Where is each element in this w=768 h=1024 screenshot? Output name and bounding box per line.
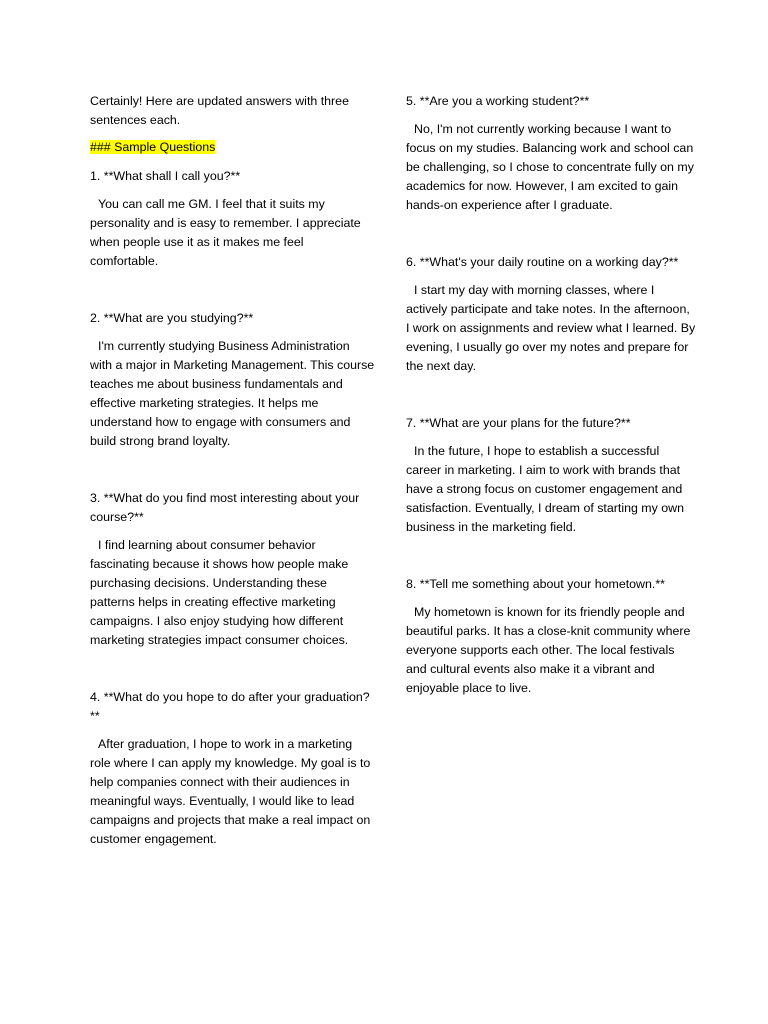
question-text: 2. **What are you studying?** <box>90 311 254 325</box>
question-text: 3. **What do you find most interesting about your course?** <box>90 491 360 524</box>
section-heading: ### Sample Questions <box>90 140 216 154</box>
question-text: 7. **What are your plans for the future?** <box>406 416 631 430</box>
section-heading-wrap <box>90 138 375 157</box>
qa-item-4 <box>90 688 375 849</box>
answer-text: My hometown is known for its friendly people and beautiful parks. It has a close-knit community where everyone supports each other. The local festivals and cultural events also make it a vibrant and enjoyable place to live. <box>406 605 691 695</box>
qa-item-1 <box>90 167 375 271</box>
answer-text: I start my day with morning classes, where I actively participate and take notes. In the afternoon, I work on assignments and review what I learned. By evening, I usually go over my notes and prepare for the next day. <box>406 283 696 373</box>
answer-text: You can call me GM. I feel that it suits my personality and is easy to remember. I appreciate when people use it as it makes me feel comfortable. <box>90 197 361 268</box>
answer-text: After graduation, I hope to work in a marketing role where I can apply my knowledge. My goal is to help companies connect with their audiences in meaningful ways. Eventually, I would like to lead campaigns and projects that make a real impact on customer engagement. <box>90 737 371 846</box>
qa-item-2 <box>90 309 375 451</box>
answer-text: No, I'm not currently working because I want to focus on my studies. Balancing work and school can be challenging, so I chose to concentrate fully on my academics for now. However, I am excited to gain hands-on experience after I graduate. <box>406 122 694 212</box>
qa-item-3 <box>90 489 375 650</box>
qa-item-7 <box>406 414 696 537</box>
spacer <box>90 650 375 688</box>
question-text: 6. **What's your daily routine on a working day?** <box>406 255 679 269</box>
answer-text: I find learning about consumer behavior fascinating because it shows how people make purchasing decisions. Understanding these patterns helps in creating effective marketing campaigns. I also enjoy studying how different marketing strategies impact consumer choices. <box>90 538 349 647</box>
spacer <box>90 271 375 309</box>
question-text: 1. **What shall I call you?** <box>90 169 241 183</box>
spacer <box>406 537 696 575</box>
spacer <box>90 451 375 489</box>
qa-item-8 <box>406 575 696 698</box>
question-text: 4. **What do you hope to do after your graduation?** <box>90 690 370 723</box>
left-column <box>90 92 375 849</box>
answer-text: In the future, I hope to establish a successful career in marketing. I aim to work with brands that have a strong focus on customer engagement and satisfaction. Eventually, I dream of starting my own business in the marketing field. <box>406 444 684 534</box>
spacer <box>406 376 696 414</box>
qa-item-6 <box>406 253 696 376</box>
question-text: 8. **Tell me something about your hometown.** <box>406 577 665 591</box>
intro-text: Certainly! Here are updated answers with three sentences each. <box>90 94 349 127</box>
spacer <box>406 215 696 253</box>
question-text: 5. **Are you a working student?** <box>406 94 590 108</box>
qa-item-5 <box>406 92 696 215</box>
right-column <box>406 92 696 698</box>
answer-text: I'm currently studying Business Administration with a major in Marketing Management. This course teaches me about business fundamentals and effective marketing strategies. It helps me understand how to engage with consumers and build strong brand loyalty. <box>90 339 375 448</box>
